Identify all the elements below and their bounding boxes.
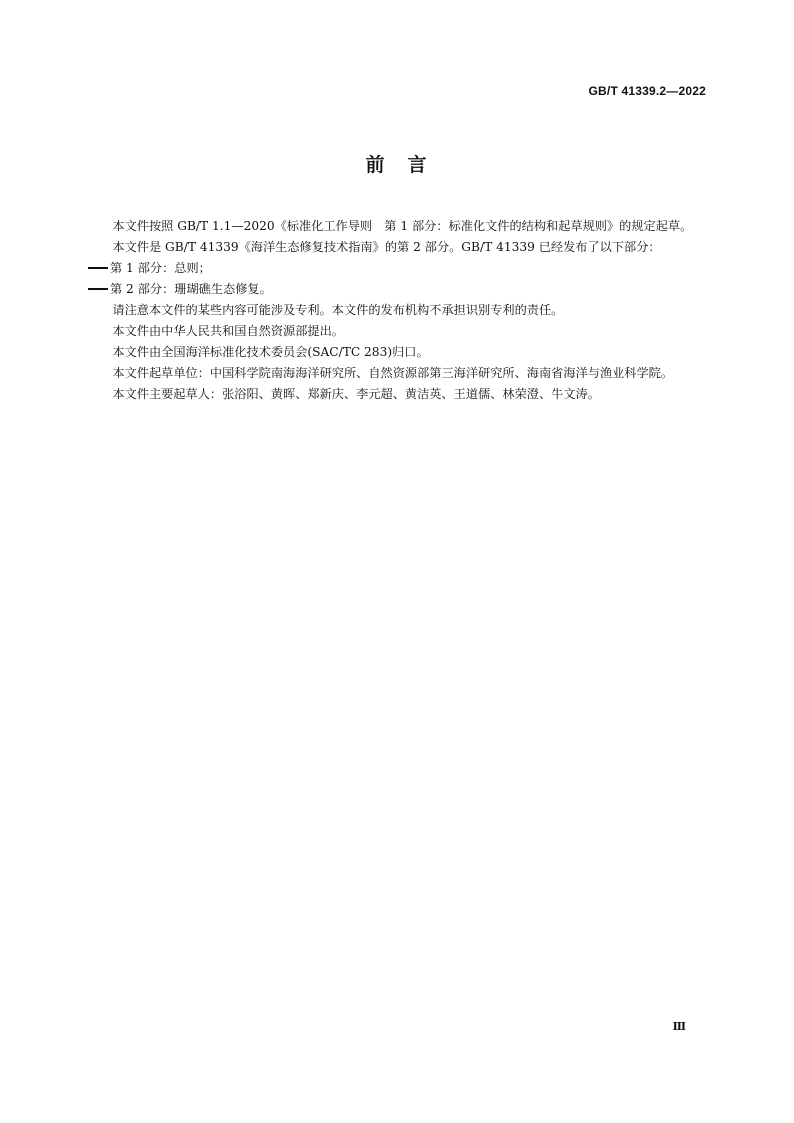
standard-number: GB/T 41339.2—2022 [588, 84, 706, 98]
paragraph-series-parts: 本文件是 GB/T 41339《海洋生态修复技术指南》的第 2 部分。GB/T 41339 已经发布了以下部分： [112, 240, 661, 254]
foreword-body [88, 216, 706, 405]
list-item-text: 第 1 部分：总则； [110, 261, 211, 275]
dash-marker [88, 288, 108, 290]
paragraph-drafting-units: 本文件起草单位：中国科学院南海海洋研究所、自然资源部第三海洋研究所、海南省海洋与渔业科学院。 [112, 366, 674, 380]
dash-marker [88, 267, 108, 269]
paragraph-drafters: 本文件主要起草人：张浴阳、黄晖、郑新庆、李元超、黄洁英、王道儒、林荣澄、牛文涛。 [112, 387, 600, 401]
list-item [88, 279, 706, 300]
list-item-text: 第 2 部分：珊瑚礁生态修复。 [110, 282, 272, 296]
page-number: Ⅲ [672, 1020, 686, 1033]
paragraph-patent-notice: 请注意本文件的某些内容可能涉及专利。本文件的发布机构不承担识别专利的责任。 [112, 303, 564, 317]
list-item [88, 258, 706, 279]
page-title: 前 言 [365, 154, 429, 176]
paragraph-proposer: 本文件由中华人民共和国自然资源部提出。 [112, 324, 344, 338]
paragraph-drafting-rules: 本文件按照 GB/T 1.1—2020《标准化工作导则 第 1 部分：标准化文件的结构和起草规则》的规定起草。 [112, 219, 693, 233]
paragraph-committee: 本文件由全国海洋标准化技术委员会(SAC/TC 283)归口。 [112, 345, 429, 359]
